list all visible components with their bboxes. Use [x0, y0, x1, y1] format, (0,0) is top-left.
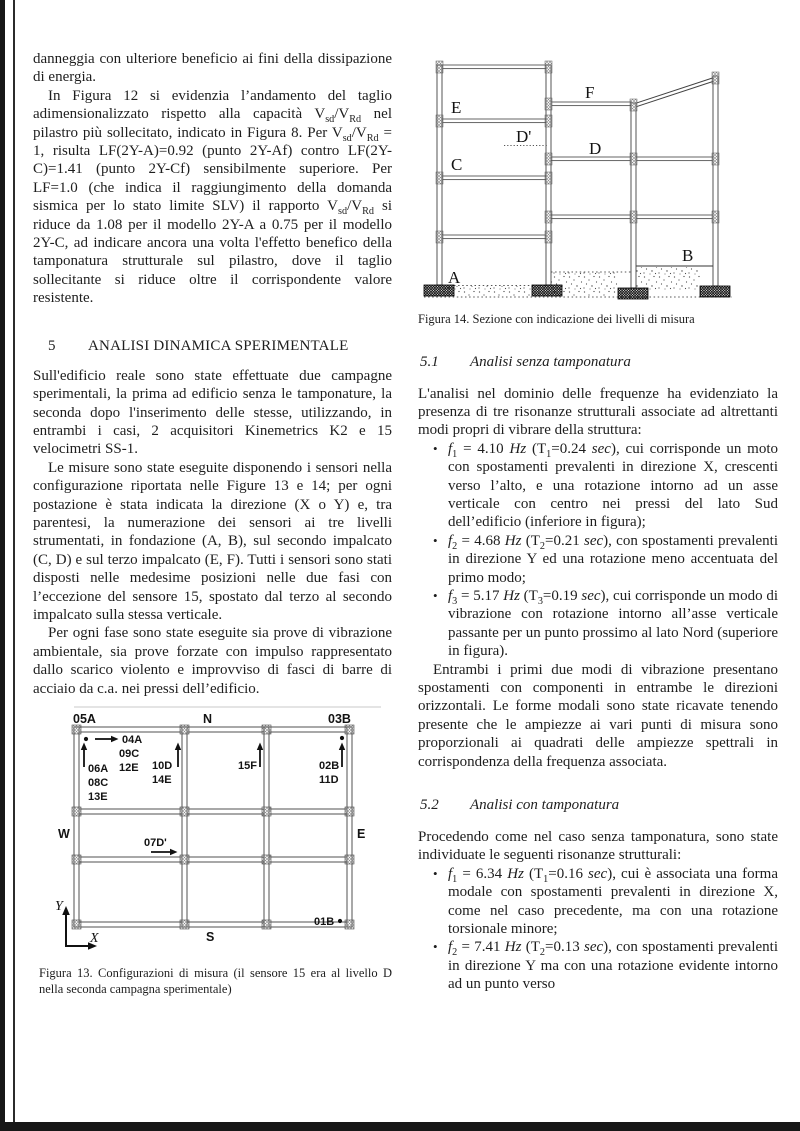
paragraph: Procedendo come nel caso senza tamponatura, sono state individuate le seguenti risonanze strutturali: — [418, 829, 778, 864]
scan-left-edge-bar — [0, 0, 5, 1131]
section-heading-5-1 — [418, 354, 778, 371]
section-heading-5-2 — [418, 797, 778, 814]
paragraph: Entrambi i primi due modi di vibrazione presentano spostamenti con componenti in entrambe le direzioni orizzontali. Le forme modali sono state ricavate tenendo presente che le ampiezze ai vari punti di misura sono proporzionali ai quadrati delle ampiezze spettrali in corrispondenza della frequenza associata. — [418, 661, 778, 770]
scan-bottom-edge-bar — [0, 1122, 800, 1131]
axis-label-x: X — [90, 931, 99, 946]
list-item-text: $f_3 = 5.17$ Hz ($T_3=0.19$ sec), cui corrisponde un modo di vibrazione con rotazione intorno all’asse verticale passante per un punto prossimo al lato Nord (superiore in figura). — [448, 587, 779, 660]
level-label-a: A — [448, 268, 461, 287]
list-item-text: $f_2 = 7.41$ Hz ($T_2=0.13$ sec), con spostamenti prevalenti in direzione Y ma con una rotazione evidente intorno ad un punto verso — [448, 939, 778, 993]
ground-stipple — [442, 267, 700, 296]
bullet-icon: • — [433, 939, 438, 955]
sensor-label-11d: 11D — [319, 774, 339, 786]
sensor-label-09c: 09C — [119, 748, 140, 760]
list-item-text: $f_1 = 6.34$ Hz ($T_1=0.16$ sec), cui è associata una forma modale con spostamenti prevalenti in direzione X, come nel caso precedente, ma con una rotazione torsionale minore; — [448, 865, 778, 938]
level-label-b: B — [682, 246, 694, 265]
sensor-label-12e: 12E — [119, 762, 139, 774]
paragraph: In Figura 12 si evidenzia l’andamento del taglio adimensionalizzato rispetto alla capacità $V_{sd}/V_{Rd}$ nel pilastro più sollecitato, indicato in Figura 8. Per $V_{sd}/V_{Rd} = 1$, risulta LF(2Y-A)=0.92 (punto 2Y-Af) contro LF(2Y-C)=1.41 (punto 2Y-Cf) sensibilmente superiore. Per LF=1.0 (che indica il raggiungimento della domanda sismica per lo stato limite SLV) il rapporto $V_{sd}/V_{Rd}$ si riduce da 1.08 per il modello 2Y-A a 0.75 per il modello 2Y-C, ad indicare ancora una volta l'effetto benefico della tamponatura strutturale sul pilastro, dove il taglio sollecitante si riduce oltre il corrispondente valore resistente. — [33, 87, 393, 307]
bullet-icon: • — [433, 440, 438, 456]
section-title: Analisi con tamponatura — [470, 797, 620, 814]
level-label-d: D — [589, 139, 602, 158]
plan-walls — [74, 727, 352, 927]
sensor-label-14e: 14E — [152, 774, 172, 786]
list-item — [418, 440, 778, 532]
level-label-c: C — [451, 155, 463, 174]
list-item — [418, 532, 778, 587]
axis-label-y: Y — [55, 899, 63, 914]
sensor-label-08c: 08C — [88, 777, 109, 789]
sensor-label-04a: 04A — [122, 734, 143, 746]
section-title: Analisi senza tamponatura — [470, 353, 631, 370]
paragraph: danneggia con ulteriore beneficio ai fini della dissipazione di energia. — [33, 51, 392, 86]
compass-east: E — [357, 827, 366, 841]
sloped-roof — [634, 77, 716, 108]
sensor-label-10d: 10D — [152, 760, 173, 772]
left-column — [33, 50, 392, 997]
figure-13-plan-drawing — [39, 706, 389, 956]
sensor-dot — [338, 919, 342, 923]
corner-label-03b: 03B — [328, 712, 351, 726]
sensor-dot — [340, 736, 344, 740]
figure-14-section-drawing — [418, 50, 780, 302]
section-number: 5.2 — [420, 797, 439, 814]
compass-west: W — [58, 827, 70, 841]
sensor-label-07d: 07D' — [144, 837, 167, 849]
sensor-label-13e: 13E — [88, 791, 108, 803]
sensor-dot — [84, 737, 88, 741]
right-column — [418, 50, 778, 994]
list-item — [418, 938, 778, 993]
list-item-text: $f_1 = 4.10$ Hz ($T_1=0.24$ sec), cui corrisponde un moto con spostamenti prevalenti in direzione X, crescenti verso l’alto, e una rotazione intorno ad un asse verticale con centro nei pressi del lato Sud dell’edificio (inferiore in figura); — [448, 440, 778, 531]
bullet-icon: • — [433, 865, 438, 881]
section-number: 5.1 — [420, 353, 439, 370]
level-label-d-prime: D' — [516, 127, 532, 146]
level-label-e: E — [451, 98, 462, 117]
sensor-label-15f: 15F — [238, 760, 257, 772]
section-number: 5 — [48, 337, 56, 354]
list-item — [418, 865, 778, 939]
sensor-label-06a: 06A — [88, 763, 109, 775]
level-label-f: F — [585, 83, 595, 102]
paragraph: L'analisi nel dominio delle frequenze ha evidenziato la presenza di tre risonanze strutturali associate ad altrettanti modi propri di vibrare della struttura: — [418, 385, 778, 439]
section-heading-5 — [33, 338, 392, 355]
figure-14 — [418, 50, 778, 328]
bullet-icon: • — [433, 532, 438, 548]
corner-label-05a: 05A — [73, 712, 96, 726]
sensor-label-01b: 01B — [314, 916, 335, 928]
plan-column-markers — [72, 725, 354, 929]
scan-page-edge-line — [13, 0, 15, 1131]
compass-north: N — [203, 712, 213, 726]
list-item — [418, 587, 778, 661]
paragraph: Per ogni fase sono state eseguite sia prove di vibrazione ambientale, sia prove forzate con impulso rappresentato dallo scarico violento e improvviso di fasci di barre di acciaio da c.a. nei pressi dell’edificio. — [33, 625, 392, 697]
compass-south: S — [206, 930, 215, 944]
figure-13 — [39, 706, 392, 997]
list-item-text: $f_2 = 4.68$ Hz ($T_2=0.21$ sec), con spostamenti prevalenti in direzione Y ed una rotazione meno accentuata del primo modo; — [448, 532, 778, 586]
figure-13-caption: Figura 13. Configurazioni di misura (il sensore 15 era al livello D nella seconda campagna sperimentale) — [39, 966, 392, 996]
paragraph: Sull'edificio reale sono state effettuate due campagne sperimentali, la prima ad edificio senza le tamponature, la seconda dopo l'inserimento delle stesse, utilizzando, in entrambi i casi, 2 acquisitori Kinemetrics K2 e 15 velocimetri SS-1. — [33, 367, 392, 458]
sensor-label-02b: 02B — [319, 760, 340, 772]
paragraph: Le misure sono state eseguite disponendo i sensori nella configurazione riportata nelle Figure 13 e 14; per ogni postazione è stata indicata la direzione (X o Y) e, tra parentesi, la numerazione dei sensori ai tre livelli strumentati, in fondazione (A, B), sul secondo impalcato (C, D) e sul terzo impalcato (E, F). Tutti i sensori sono stati disposti nelle medesime posizioni nelle due fasi con l’eccezione del sensore 15, spostato dal terzo al secondo impalcato sulla stessa verticale. — [33, 459, 392, 623]
section-title: ANALISI DINAMICA SPERIMENTALE — [88, 337, 349, 354]
figure-14-caption: Figura 14. Sezione con indicazione dei livelli di misura — [418, 312, 695, 326]
bullet-icon: • — [433, 587, 438, 603]
